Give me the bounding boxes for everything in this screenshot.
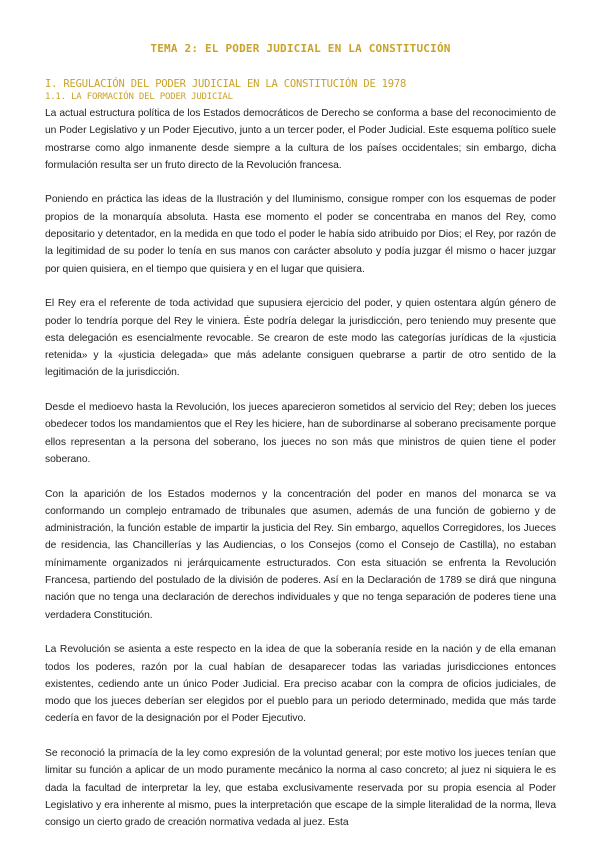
paragraph-6: La Revolución se asienta a este respecto en la idea de que la soberanía reside en la nación y de ella emanan todos los poderes, razón por la cual habían de desaparecer todas las variadas jurisdicciones entonces existentes, cediendo ante un único Poder Judicial. Era preciso acabar con la compra de oficios judiciales, de modo que los jueces deberían ser elegidos por el pueblo para un periodo determinado, medida que más tarde cedería en favor de la designación por el Poder Ejecutivo.: [45, 644, 556, 725]
paragraph-1: La actual estructura política de los Estados democráticos de Derecho se conforma a base del reconocimiento de un Poder Legislativo y un Poder Ejecutivo, junto a un tercer poder, el Poder Judicial. Este esquema político suele mostrarse como algo inmanente desde siempre a la cultura de los países occidentales; sin embargo, dicha formulación resulta ser un fruto directo de la Revolución francesa.: [45, 108, 556, 171]
section-heading: I. REGULACIÓN DEL PODER JUDICIAL EN LA CONSTITUCIÓN DE 1978: [45, 78, 407, 90]
document-body: [45, 105, 556, 831]
paragraph-3: El Rey era el referente de toda actividad que supusiera ejercicio del poder, y quien ostentara algún género de poder lo tendría porque del Rey le viniera. Éste podría delegar la jurisdicción, pero teniendo muy presente que esta delegación es esencialmente revocable. Se crearon de este modo las categorías jurídicas de la «justicia retenida» y la «justicia delegada» que más adelante consiguen quebrarse a partir de otro sentido de la legitimación de la jurisdicción.: [45, 298, 556, 379]
paragraph-7: Se reconoció la primacía de la ley como expresión de la voluntad general; por este motivo los jueces tenían que limitar su función a aplicar de un modo puramente mecánico la norma al caso concreto; al juez ni siquiera le es dada la facultad de interpretar la ley, que estaba exclusivamente reservada por su propia esencia al Poder Legislativo y era inherente al mismo, pues la interpretación que escape de la simple literalidad de la norma, lleva consigo un cierto grado de creación normativa vedada al juez. Esta: [45, 747, 556, 829]
paragraph-5: Con la aparición de los Estados modernos y la concentración del poder en manos del monarca se va conformando un complejo entramado de tribunales que asumen, además de una función de gobierno y de administración, la función estable de impartir la justicia del Rey. Sin embargo, aquellos Corregidores, los Jueces de residencia, las Chancillerías y las Audiencias, o los Consejos (como el Consejo de Castilla), no estaban mínimamente organizados ni jerárquicamente estructurados. Con esta situación se enfrenta la Revolución Francesa, partiendo del postulado de la división de poderes. Así en la Declaración de 1789 se dirá que ninguna nación que no tenga una declaración de derechos individuales y que no tenga separación de poderes tiene una verdadera Constitución.: [45, 488, 556, 621]
subsection-heading: 1.1. LA FORMACIÓN DEL PODER JUDICIAL: [45, 92, 233, 102]
paragraph-2: Poniendo en práctica las ideas de la Ilustración y del Iluminismo, consigue romper con los esquemas de poder propios de la monarquía absoluta. Hasta ese momento el poder se concentraba en manos del Rey, como depositario y detentador, en la medida en que todo el poder le había sido atribuido por Dios; el Rey, por razón de la legitimidad de su poder lo tenía en sus manos con carácter absoluto y podía juzgar él mismo o hacer juzgar por quien quisiera, en el tiempo que quisiera y en el lugar que quisiera.: [45, 194, 556, 275]
document-title: TEMA 2: EL PODER JUDICIAL EN LA CONSTITUCIÓN: [150, 42, 451, 55]
paragraph-4: Desde el medioevo hasta la Revolución, los jueces aparecieron sometidos al servicio del Rey; deben los jueces obedecer todos los mandamientos que el Rey les hiciere, han de subordinarse al soberano precisamente porque ellos representan a la persona del soberano, los jueces no son más que ministros de quien tiene el poder soberano.: [45, 402, 556, 465]
